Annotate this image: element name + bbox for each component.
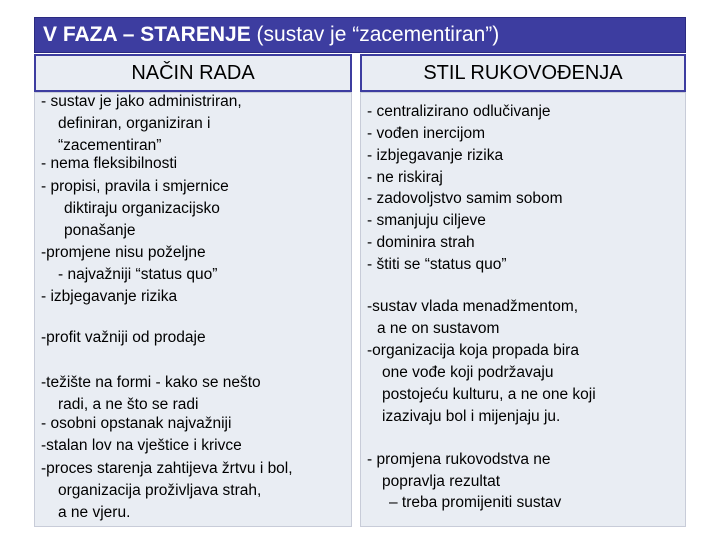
right-line: - smanjuju ciljeve [367,212,486,229]
right-line: postojeću kulturu, a ne one koji [382,386,596,403]
left-line: - sustav je jako administriran, [41,93,242,110]
slide-title-bold: V FAZA – STARENJE [43,23,251,46]
left-line: - najvažniji “status quo” [58,266,218,283]
right-line: - štiti se “status quo” [367,256,507,273]
left-line: a ne vjeru. [58,504,131,521]
slide-title-rest: (sustav je “zacementiran”) [250,23,500,46]
slide-title [34,17,686,53]
left-line: diktiraju organizacijsko [64,200,220,217]
right-line: - promjena rukovodstva ne [367,451,551,468]
left-line: - nema fleksibilnosti [41,155,178,172]
right-line: - dominira strah [367,234,475,251]
left-line: -stalan lov na vještice i krivce [41,437,242,454]
left-line: organizacija proživljava strah, [58,482,262,499]
right-line: popravlja rezultat [382,473,501,490]
left-line: -profit važniji od prodaje [41,329,206,346]
right-line: a ne on sustavom [377,320,500,337]
left-line: definiran, organiziran i [58,115,211,132]
header-nacin-rada: NAČIN RADA [34,54,352,92]
left-line: - osobni opstanak najvažniji [41,415,232,432]
header-stil-rukovodenja: STIL RUKOVOĐENJA [360,54,686,92]
left-line: radi, a ne što se radi [58,396,199,413]
right-line: -organizacija koja propada bira [367,342,579,359]
left-line: - propisi, pravila i smjernice [41,178,229,195]
right-line: – treba promijeniti sustav [389,494,562,511]
right-line: - ne riskiraj [367,169,443,186]
left-line: - izbjegavanje rizika [41,288,178,305]
left-line: -promjene nisu poželjne [41,244,206,261]
right-line: - centralizirano odlučivanje [367,103,551,120]
right-line: - vođen inercijom [367,125,486,142]
right-line: - izbjegavanje rizika [367,147,504,164]
right-line: izazivaju bol i mijenjaju ju. [382,408,561,425]
left-line: “zacementiran” [58,137,162,154]
right-line: -sustav vlada menadžmentom, [367,298,579,315]
right-line: one vođe koji podržavaju [382,364,554,381]
left-line: ponašanje [64,222,136,239]
left-line: -proces starenja zahtijeva žrtvu i bol, [41,460,293,477]
right-line: - zadovoljstvo samim sobom [367,190,563,207]
left-line: -težište na formi - kako se nešto [41,374,261,391]
